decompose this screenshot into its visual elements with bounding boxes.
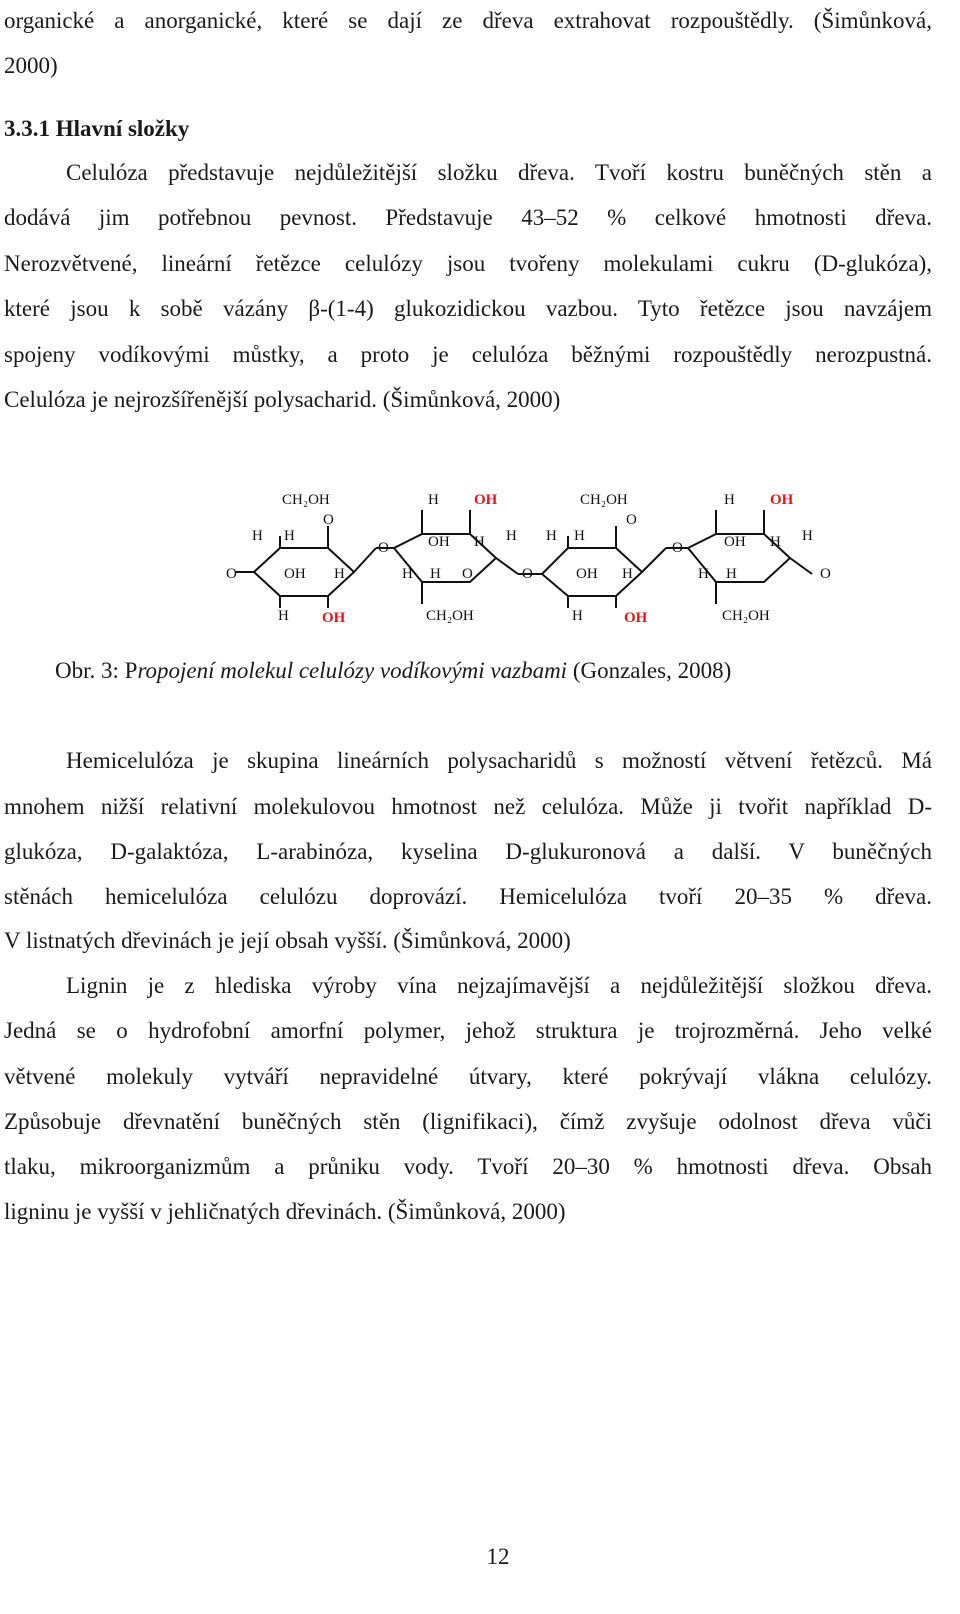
label-oh: OH [576, 566, 598, 582]
text-line: spojeny vodíkovými můstky, a proto je celulóza běžnými rozpouštědly nerozpustná. [4, 342, 932, 367]
cellulose-chain-diagram [226, 478, 866, 630]
label-h: H [252, 528, 263, 544]
label-h: H [284, 528, 295, 544]
label-h: H [278, 608, 289, 624]
page-number: 12 [486, 1544, 510, 1569]
text-line: 2000) [4, 53, 58, 78]
label-o: O [626, 512, 637, 528]
text-line: ligninu je vyšší v jehličnatých dřevinách. (Šimůnková, 2000) [4, 1199, 566, 1224]
label-h: H [622, 566, 633, 582]
label-h: H [402, 566, 413, 582]
text-line: stěnách hemicelulóza celulózu doprovází. Hemicelulóza tvoří 20–35 % dřeva. [4, 884, 932, 909]
label-o: O [522, 566, 533, 582]
label-ch2oh: CH₂OH [580, 492, 628, 508]
label-oh-highlight: OH [770, 492, 794, 508]
label-h: H [506, 528, 517, 544]
text-line: které jsou k sobě vázány β-(1-4) glukozidickou vazbou. Tyto řetězce jsou navzájem [4, 296, 932, 321]
glucose-ring-4 [666, 492, 831, 624]
caption-source: (Gonzales, 2008) [567, 658, 732, 683]
text-line: tlaku, mikroorganizmům a průniku vody. Tvoří 20–30 % hmotnosti dřeva. Obsah [4, 1154, 932, 1179]
label-ch2oh: CH₂OH [426, 608, 474, 624]
label-oh: OH [284, 566, 306, 582]
section-heading: 3.3.1 Hlavní složky [4, 116, 190, 141]
label-h: H [724, 492, 735, 508]
label-ch2oh: CH₂OH [722, 608, 770, 624]
label-h: H [546, 528, 557, 544]
caption-prefix: Obr. 3: P [55, 658, 138, 683]
label-o: O [672, 540, 683, 556]
text-line: glukóza, D-galaktóza, L-arabinóza, kyselina D-glukuronová a další. V buněčných [4, 839, 932, 864]
cellulose-structure-figure [226, 478, 866, 630]
glucose-ring-1 [226, 492, 376, 626]
label-h: H [572, 608, 583, 624]
label-o: O [462, 566, 473, 582]
glucose-ring-2 [376, 492, 518, 624]
label-h: H [334, 566, 345, 582]
text-line: mnohem nižší relativní molekulovou hmotnost než celulóza. Může ji tvořit například D- [4, 794, 932, 819]
glucose-ring-3 [518, 492, 666, 626]
label-h: H [698, 566, 709, 582]
label-oh: OH [428, 534, 450, 550]
label-o: O [226, 566, 237, 582]
text-line: Celulóza je nejrozšířenější polysacharid. (Šimůnková, 2000) [4, 387, 561, 412]
text-line: Způsobuje dřevnatění buněčných stěn (lignifikaci), čímž zvyšuje odolnost dřeva vůči [4, 1109, 932, 1134]
label-oh: OH [724, 534, 746, 550]
label-o: O [323, 512, 334, 528]
label-o: O [378, 540, 389, 556]
label-h: H [726, 566, 737, 582]
text-line: organické a anorganické, které se dají ze dřeva extrahovat rozpouštědly. (Šimůnková, [4, 8, 932, 33]
label-h: H [428, 492, 439, 508]
label-oh-highlight: OH [322, 610, 346, 626]
text-line: Nerozvětvené, lineární řetězce celulózy jsou tvořeny molekulami cukru (D-glukóza), [4, 251, 932, 276]
label-h: H [430, 566, 441, 582]
text-line: Lignin je z hlediska výroby vína nejzajímavější a nejdůležitější složkou dřeva. [66, 973, 932, 998]
text-line: Jedná se o hydrofobní amorfní polymer, jehož struktura je trojrozměrná. Jeho velké [4, 1018, 932, 1043]
figure-caption [55, 656, 932, 686]
label-ch2oh: CH₂OH [282, 492, 330, 508]
text-line: Hemicelulóza je skupina lineárních polysacharidů s možností větvení řetězců. Má [66, 748, 932, 773]
caption-title: ropojení molekul celulózy vodíkovými vazbami [137, 658, 568, 683]
label-oh-highlight: OH [474, 492, 498, 508]
text-line: dodává jim potřebnou pevnost. Představuje 43–52 % celkové hmotnosti dřeva. [4, 205, 932, 230]
label-h: H [474, 534, 485, 550]
label-h: H [574, 528, 585, 544]
label-oh-highlight: OH [624, 610, 648, 626]
label-h: H [802, 528, 813, 544]
text-line: V listnatých dřevinách je její obsah vyšší. (Šimůnková, 2000) [4, 928, 571, 953]
label-o: O [820, 566, 831, 582]
text-line: Celulóza představuje nejdůležitější složku dřeva. Tvoří kostru buněčných stěn a [66, 160, 932, 185]
text-line: větvené molekuly vytváří nepravidelné útvary, které pokrývají vlákna celulózy. [4, 1064, 932, 1089]
label-h: H [770, 534, 781, 550]
